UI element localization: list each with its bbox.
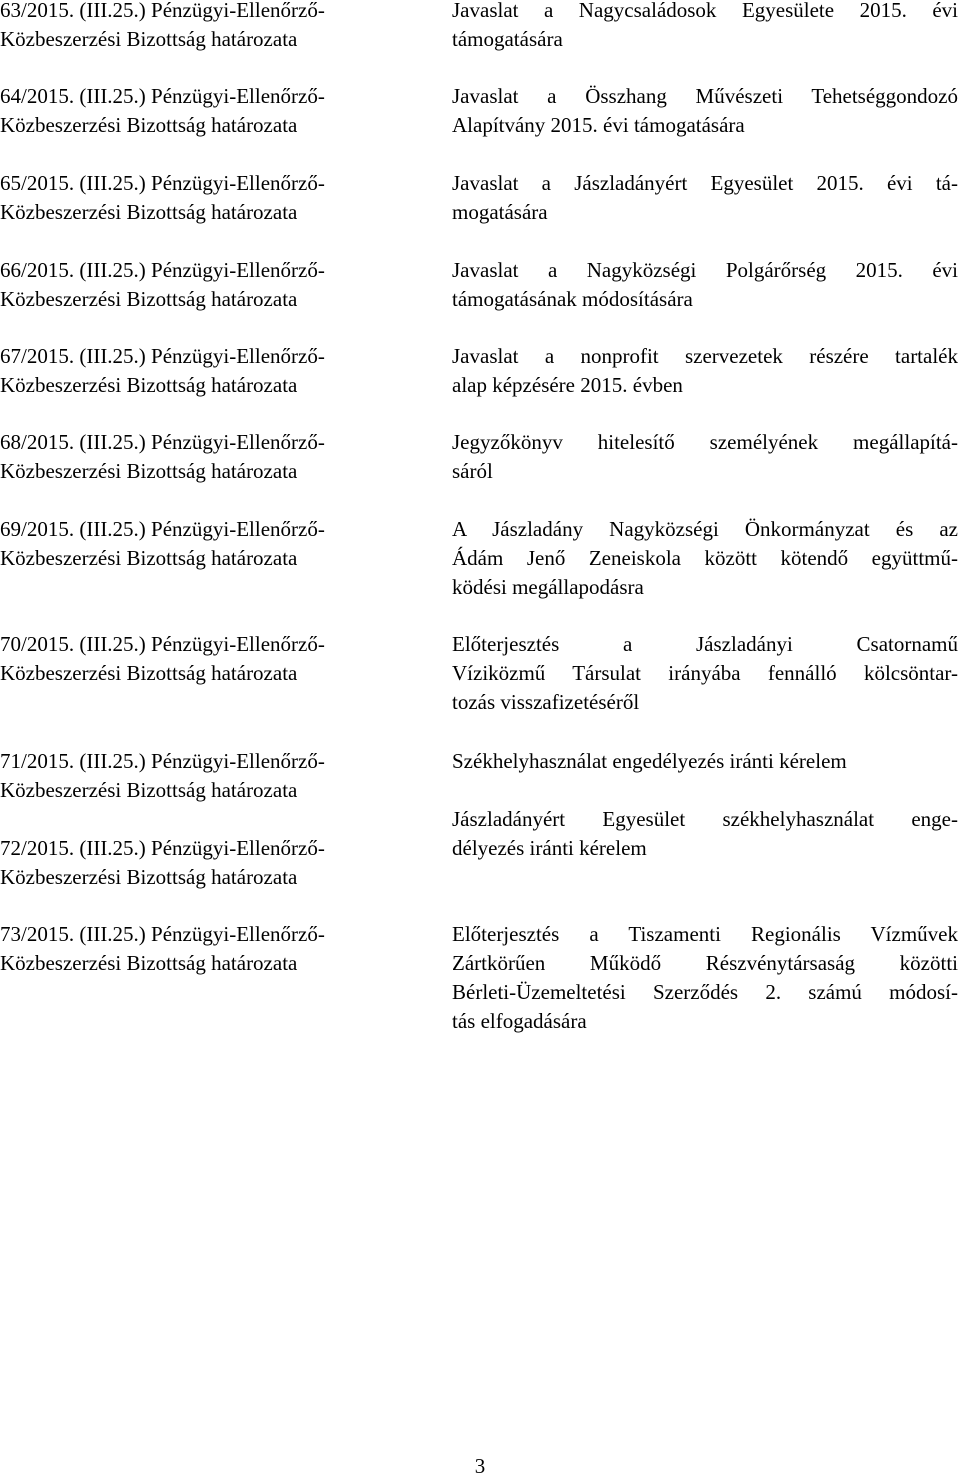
subject-line: tás elfogadására	[452, 1009, 587, 1033]
resolution-body: Közbeszerzési Bizottság határozata	[0, 113, 298, 137]
resolution-body: Közbeszerzési Bizottság határozata	[0, 951, 298, 975]
resolution-entry	[0, 82, 420, 140]
subject-entry	[452, 920, 958, 1036]
subject-line: Előterjesztés a Tiszamenti Regionális Vízművek	[452, 922, 958, 946]
subject-line: tozás visszafizetéséről	[452, 690, 640, 714]
resolution-entry	[0, 920, 420, 978]
resolution-entry	[0, 256, 420, 314]
subject-entry	[452, 630, 958, 717]
subject-line: támogatására	[452, 27, 563, 51]
subject-line: Víziközmű Társulat irányába fennálló kölcsöntar-	[452, 661, 958, 685]
resolution-entry	[0, 834, 420, 892]
resolution-number: 69/2015. (III.25.) Pénzügyi-Ellenőrző-	[0, 517, 325, 541]
subject-entry	[452, 428, 958, 486]
subject-line: ködési megállapodásra	[452, 575, 644, 599]
subject-line: Javaslat a Összhang Művészeti Tehetséggondozó	[452, 84, 958, 108]
subject-entry	[452, 169, 958, 227]
resolution-number: 70/2015. (III.25.) Pénzügyi-Ellenőrző-	[0, 632, 325, 656]
resolution-entry	[0, 630, 420, 688]
subject-line: támogatásának módosítására	[452, 287, 693, 311]
subject-line: Jegyzőkönyv hitelesítő személyének megállapítá-	[452, 430, 958, 454]
resolution-entry	[0, 747, 420, 805]
resolution-entry	[0, 428, 420, 486]
resolution-number: 72/2015. (III.25.) Pénzügyi-Ellenőrző-	[0, 836, 325, 860]
resolution-body: Közbeszerzési Bizottság határozata	[0, 778, 298, 802]
subject-line: Előterjesztés a Jászladányi Csatornamű	[452, 632, 958, 656]
page-number: 3	[474, 1454, 486, 1478]
resolution-entry	[0, 169, 420, 227]
subject-entry	[452, 747, 958, 776]
resolution-body: Közbeszerzési Bizottság határozata	[0, 27, 298, 51]
subject-entry	[452, 805, 958, 863]
subject-line: Ádám Jenő Zeneiskola között kötendő együttmű-	[452, 546, 958, 570]
subject-line: délyezés iránti kérelem	[452, 836, 647, 860]
resolution-number: 67/2015. (III.25.) Pénzügyi-Ellenőrző-	[0, 344, 325, 368]
resolution-number: 71/2015. (III.25.) Pénzügyi-Ellenőrző-	[0, 749, 325, 773]
subject-line: A Jászladány Nagyközségi Önkormányzat és az	[452, 517, 958, 541]
subject-line: Zártkörűen Működő Részvénytársaság közötti	[452, 951, 958, 975]
subject-entry	[452, 515, 958, 602]
resolution-number: 63/2015. (III.25.) Pénzügyi-Ellenőrző-	[0, 0, 325, 22]
subject-line: mogatására	[452, 200, 548, 224]
subject-line: Javaslat a nonprofit szervezetek részére tartalék	[452, 344, 958, 368]
resolution-body: Közbeszerzési Bizottság határozata	[0, 546, 298, 570]
resolution-body: Közbeszerzési Bizottság határozata	[0, 200, 298, 224]
subject-entry	[452, 0, 958, 54]
resolution-number: 64/2015. (III.25.) Pénzügyi-Ellenőrző-	[0, 84, 325, 108]
resolution-entry	[0, 0, 420, 54]
subject-line: Javaslat a Nagycsaládosok Egyesülete 2015. évi	[452, 0, 958, 22]
subject-entry	[452, 256, 958, 314]
subject-line: Alapítvány 2015. évi támogatására	[452, 113, 745, 137]
resolution-body: Közbeszerzési Bizottság határozata	[0, 287, 298, 311]
resolution-number: 68/2015. (III.25.) Pénzügyi-Ellenőrző-	[0, 430, 325, 454]
resolution-body: Közbeszerzési Bizottság határozata	[0, 661, 298, 685]
subject-entry	[452, 82, 958, 140]
resolution-body: Közbeszerzési Bizottság határozata	[0, 373, 298, 397]
subject-line: alap képzésére 2015. évben	[452, 373, 683, 397]
resolution-body: Közbeszerzési Bizottság határozata	[0, 459, 298, 483]
subject-line: Javaslat a Jászladányért Egyesület 2015. évi tá-	[452, 171, 958, 195]
resolution-number: 65/2015. (III.25.) Pénzügyi-Ellenőrző-	[0, 171, 325, 195]
subject-line: Bérleti-Üzemeltetési Szerződés 2. számú módosí-	[452, 980, 958, 1004]
resolution-number: 73/2015. (III.25.) Pénzügyi-Ellenőrző-	[0, 922, 325, 946]
subject-line: Székhelyhasználat engedélyezés iránti kérelem	[452, 749, 847, 773]
resolution-entry	[0, 342, 420, 400]
subject-line: sáról	[452, 459, 493, 483]
subject-line: Jászladányért Egyesület székhelyhasználat enge-	[452, 807, 958, 831]
subject-entry	[452, 342, 958, 400]
resolution-body: Közbeszerzési Bizottság határozata	[0, 865, 298, 889]
subject-line: Javaslat a Nagyközségi Polgárőrség 2015. évi	[452, 258, 958, 282]
resolution-number: 66/2015. (III.25.) Pénzügyi-Ellenőrző-	[0, 258, 325, 282]
resolution-entry	[0, 515, 420, 573]
